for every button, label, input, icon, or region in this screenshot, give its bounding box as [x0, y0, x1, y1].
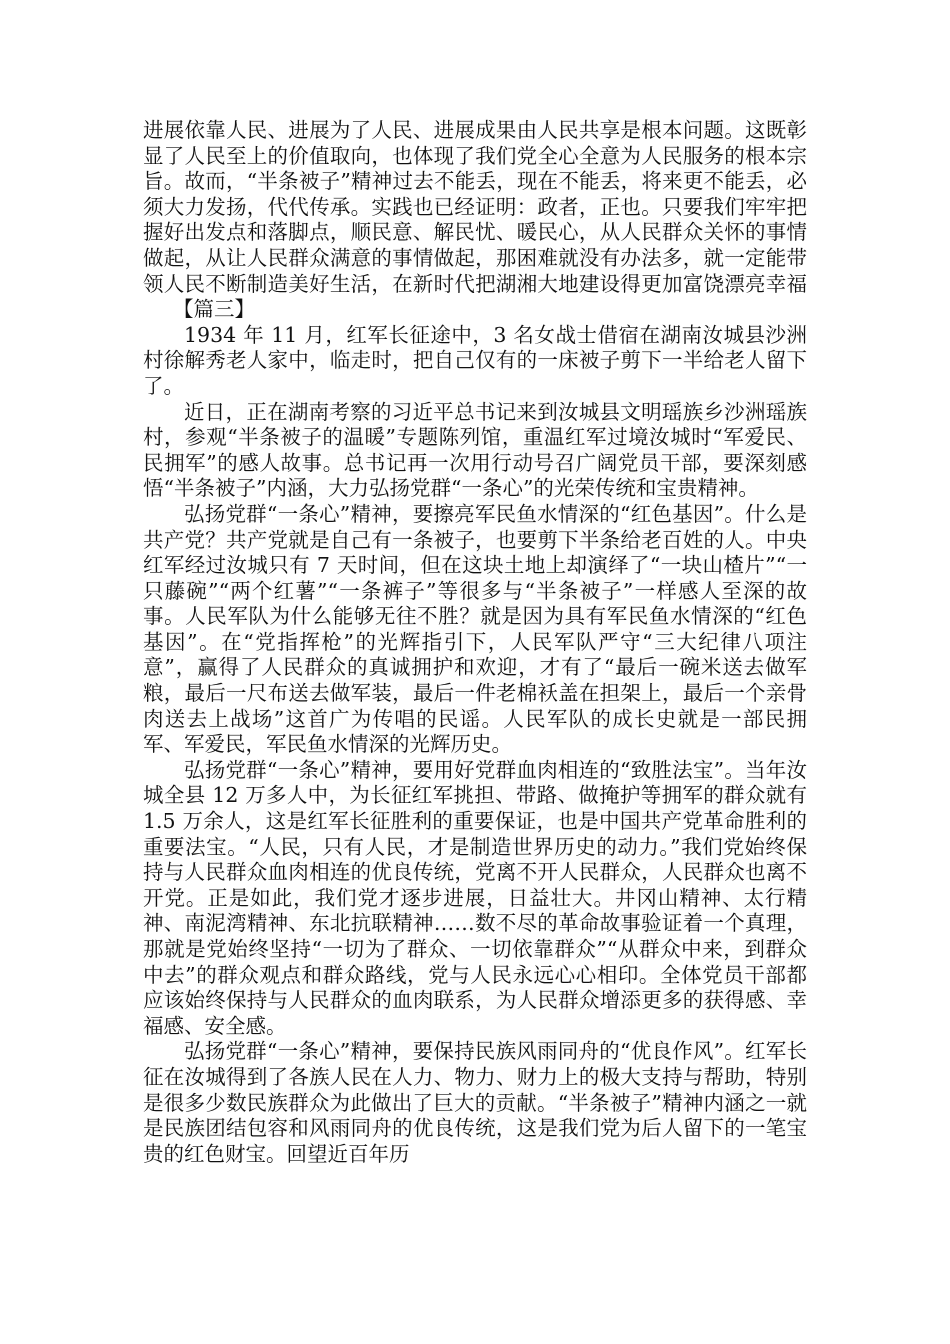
paragraph-1: 1934 年 11 月，红军长征途中，3 名女战士借宿在湖南汝城县沙洲村徐解秀老人家中，临走时，把自己仅有的一床被子剪下一半给老人留下了。	[143, 322, 807, 398]
paragraph-5: 弘扬党群“一条心”精神，要保持民族风雨同舟的“优良作风”。红军长征在汝城得到了各族人民在人力、物力、财力上的极大支持与帮助，特别是很多少数民族群众为此做出了巨大的贡献。“半条被子”精神内涵之一就是民族团结包容和风雨同舟的优良传统，这是我们党为后人留下的一笔宝贵的红色财宝。回望近百年历	[143, 1039, 807, 1166]
paragraph-4: 弘扬党群“一条心”精神，要用好党群血肉相连的“致胜法宝”。当年汝城全县 12 万多人中，为长征红军挑担、带路、做掩护等拥军的群众就有 1.5 万余人，这是红军长征胜利的重要保证，也是中国共产党革命胜利的重要法宝。“人民，只有人民，才是制造世界历史的动力。”我们党始终保持与人民群众血肉相连的优良传统，党离不开人民群众，人民群众也离不开党。正是如此，我们党才逐步进展，日益壮大。井冈山精神、太行精神、南泥湾精神、东北抗联精神……数不尽的革命故事验证着一个真理，那就是党始终坚持“一切为了群众、一切依靠群众”“从群众中来，到群众中去”的群众观点和群众路线，党与人民永远心心相印。全体党员干部都应该始终保持与人民群众的血肉联系，为人民群众增添更多的获得感、幸福感、安全感。	[143, 757, 807, 1038]
paragraph-2: 近日，正在湖南考察的习近平总书记来到汝城县文明瑶族乡沙洲瑶族村，参观“半条被子的温暖”专题陈列馆，重温红军过境汝城时“军爱民、民拥军”的感人故事。总书记再一次用行动号召广阔党员干部，要深刻感悟“半条被子”内涵，大力弘扬党群“一条心”的光荣传统和宝贵精神。	[143, 399, 807, 501]
paragraph-continuation	[143, 118, 807, 323]
section-heading: 【篇三】	[173, 297, 255, 322]
paragraph-3: 弘扬党群“一条心”精神，要擦亮军民鱼水情深的“红色基因”。什么是共产党？共产党就是自己有一条被子，也要剪下半条给老百姓的人。中央红军经过汝城只有 7 天时间，但在这块土地上却演绎了“一块山楂片”“一只藤碗”“两个红薯”“一条裤子”等很多与“半条被子”一样感人至深的故事。人民军队为什么能够无往不胜？就是因为具有军民鱼水情深的“红色基因”。在“党指挥枪”的光辉指引下，人民军队严守“三大纪律八项注意”，赢得了人民群众的真诚拥护和欢迎，才有了“最后一碗米送去做军粮，最后一尺布送去做军装，最后一件老棉袄盖在担架上，最后一个亲骨肉送去上战场”这首广为传唱的民谣。人民军队的成长史就是一部民拥军、军爱民，军民鱼水情深的光辉历史。	[143, 501, 807, 757]
document-page	[143, 118, 807, 1167]
paragraph-text: 进展依靠人民、进展为了人民、进展成果由人民共享是根本问题。这既彰显了人民至上的价值取向，也体现了我们党全心全意为人民服务的根本宗旨。故而，“半条被子”精神过去不能丢，现在不能丢，将来更不能丢，必须大力发扬，代代传承。实践也已经证明：政者，正也。只要我们牢牢把握好出发点和落脚点，顺民意、解民忧、暖民心，从人民群众关怀的事情做起，从让人民群众满意的事情做起，那困难就没有办法多，就一定能带领人民不断制造美好生活，在新时代把湖湘大地建设得更加富饶漂亮幸福	[143, 118, 807, 296]
